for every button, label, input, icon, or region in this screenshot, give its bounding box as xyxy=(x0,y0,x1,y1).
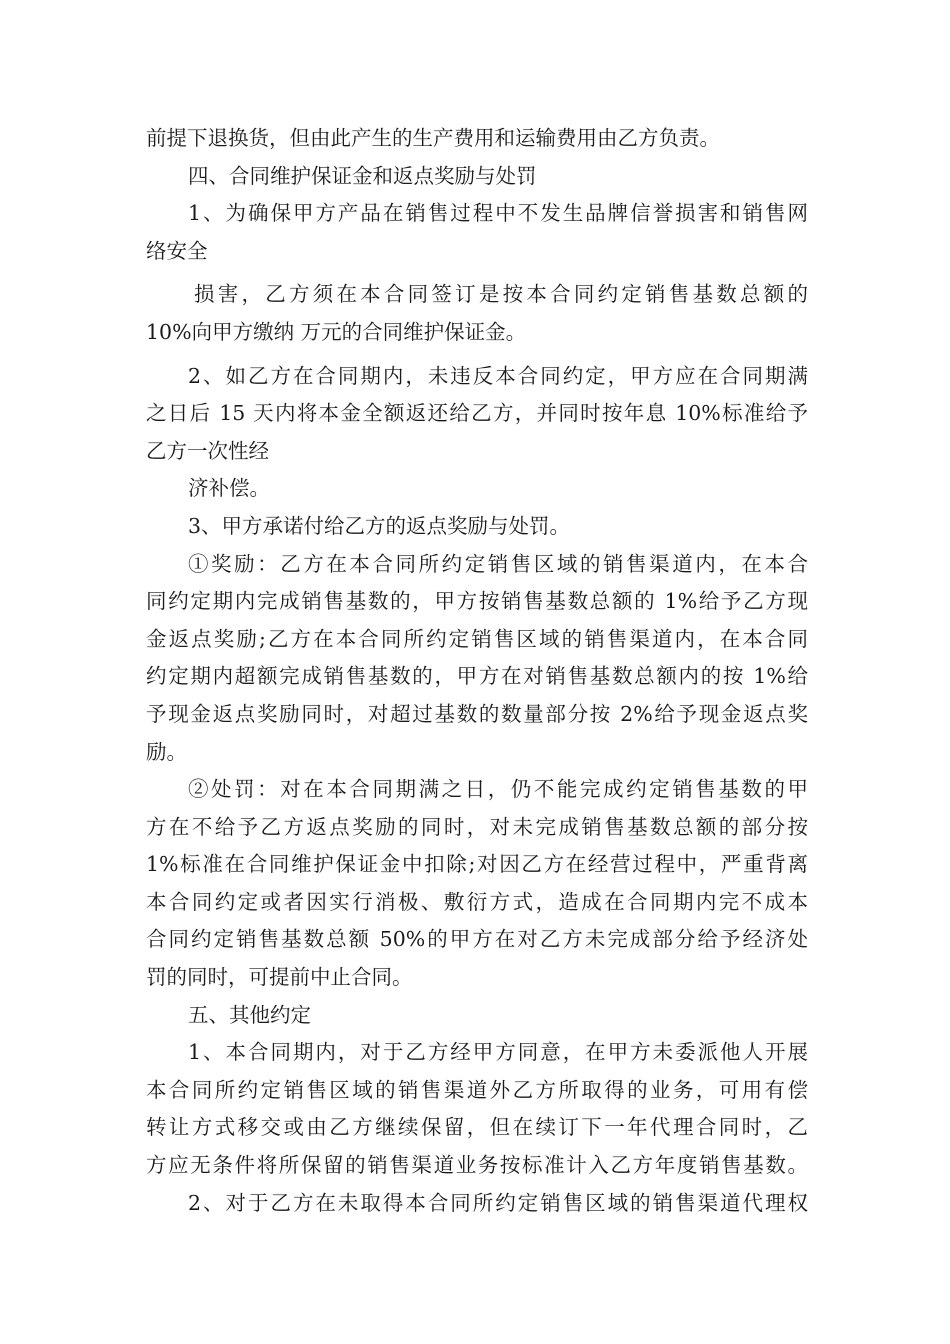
section-heading-4: 四、合同维护保证金和返点奖励与处罚 xyxy=(188,163,537,188)
section-heading-5: 五、其他约定 xyxy=(188,1002,311,1027)
paragraph-line: 本合同约定或者因实行消极、敷衍方式，造成在合同期内完不成本 xyxy=(146,889,808,914)
paragraph-line: 罚的同时，可提前中止合同。 xyxy=(146,965,413,990)
paragraph-line: 予现金返点奖励同时，对超过基数的数量部分按 2%给予现金返点奖 xyxy=(146,701,808,726)
paragraph-line: 约定期内超额完成销售基数的，甲方在对销售基数总额内的按 1%给 xyxy=(146,664,808,689)
paragraph-line: 前提下退换货，但由此产生的生产费用和运输费用由乙方负责。 xyxy=(146,126,720,150)
paragraph-line: 2、对于乙方在未取得本合同所约定销售区域的销售渠道代理权 xyxy=(188,1190,808,1215)
paragraph-line: 之日后 15 天内将本金全额返还给乙方，并同时按年息 10%标准给予 xyxy=(146,401,808,426)
paragraph-line: 3、甲方承诺付给乙方的返点奖励与处罚。 xyxy=(188,513,571,538)
paragraph-line: 络安全 xyxy=(146,238,208,263)
paragraph-line: 合同约定销售基数总额 50%的甲方在对乙方未完成部分给予经济处 xyxy=(146,927,808,952)
paragraph-line: ②处罚：对在本合同期满之日，仍不能完成约定销售基数的甲 xyxy=(188,777,808,802)
paragraph-line: 励。 xyxy=(146,739,187,764)
paragraph-line: 本合同所约定销售区域的销售渠道外乙方所取得的业务，可用有偿 xyxy=(146,1077,808,1102)
paragraph-line: 损害，乙方须在本合同签订是按本合同约定销售基数总额的 xyxy=(194,282,808,307)
paragraph-line: 方应无条件将所保留的销售渠道业务按标准计入乙方年度销售基数。 xyxy=(146,1153,808,1178)
paragraph-line: 2、如乙方在合同期内，未违反本合同约定，甲方应在合同期满 xyxy=(188,363,808,388)
paragraph-line: 乙方一次性经 xyxy=(146,438,269,463)
paragraph-line: 济补偿。 xyxy=(188,476,270,501)
paragraph-line: 方在不给予乙方返点奖励的同时，对未完成销售基数总额的部分按 xyxy=(146,814,808,839)
paragraph-line: 转让方式移交或由乙方继续保留，但在续订下一年代理合同时，乙 xyxy=(146,1115,808,1140)
paragraph-line: 1、本合同期内，对于乙方经甲方同意，在甲方未委派他人开展 xyxy=(188,1040,808,1065)
paragraph-line: 1、为确保甲方产品在销售过程中不发生品牌信誉损害和销售网 xyxy=(188,201,808,226)
contract-body xyxy=(146,120,808,1222)
paragraph-line: 同约定期内完成销售基数的，甲方按销售基数总额的 1%给予乙方现 xyxy=(146,589,808,614)
paragraph-line: 10%向甲方缴纳 万元的合同维护保证金。 xyxy=(146,319,527,344)
paragraph-line: ①奖励：乙方在本合同所约定销售区域的销售渠道内，在本合 xyxy=(188,551,808,576)
paragraph-line: 1%标准在合同维护保证金中扣除;对因乙方在经营过程中，严重背离 xyxy=(146,852,808,877)
paragraph-line: 金返点奖励;乙方在本合同所约定销售区域的销售渠道内，在本合同 xyxy=(146,626,808,651)
